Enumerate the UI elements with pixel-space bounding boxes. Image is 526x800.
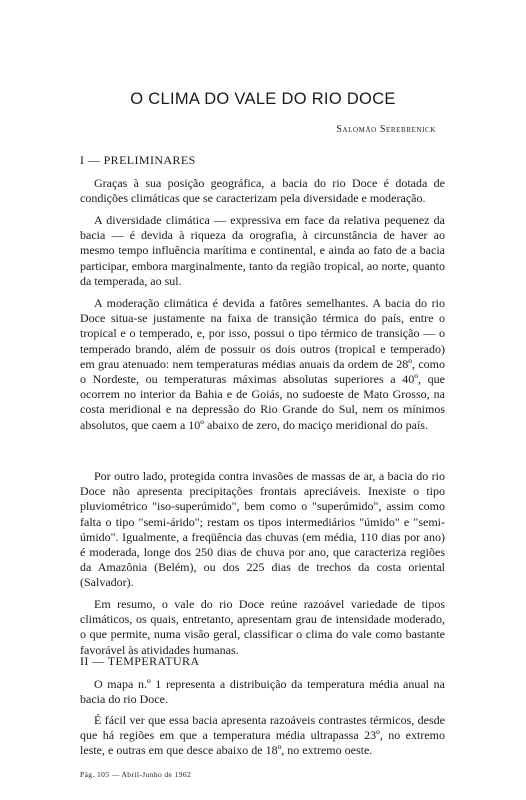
paragraph: O mapa n.º 1 representa a distribuição da temperatura média anual na bacia do rio Doce.	[80, 677, 445, 707]
paragraph: Por outro lado, protegida contra invasões de massas de ar, a bacia do rio Doce não apresenta precipitações frontais apreciáveis. Inexiste o tipo pluviométrico "iso-superúmido", bem como o "superúmido", assim como falta o tipo "semi-árido"; restam os tipos intermediários "úmido" e "semi-úmido". Igualmente, a freqüência das chuvas (em média, 110 dias por ano) é moderada, longe dos 250 dias de chuva por ano, que caracteriza regiões da Amazônia (Belém), ou dos 225 dias de trechos da costa oriental (Salvador).	[80, 469, 445, 590]
paragraph: É fácil ver que essa bacia apresenta razoáveis contrastes térmicos, desde que há regiões em que a temperatura média ultrapassa 23º, no extremo leste, e outras em que desce abaixo de 18º, no extremo oeste.	[80, 713, 445, 758]
paragraph: A diversidade climática — expressiva em face da relativa pequenez da bacia — é devida à riqueza da orografia, à circunstância de haver ao mesmo tempo influência marítima e continental, e ainda ao fato de a bacia participar, embora marginalmente, tanto da região tropical, ao norte, quanto da temperada, ao sul.	[80, 213, 445, 288]
page-footer: Pág. 105 — Abril-Junho de 1962	[80, 770, 192, 779]
article-title: O CLIMA DO VALE DO RIO DOCE	[130, 90, 396, 108]
author-name: Salomão Serebrenick	[336, 124, 436, 135]
paragraph: Graças à sua posição geográfica, a bacia do rio Doce é dotada de condições climáticas que se caracterizam pela diversidade e moderação.	[80, 176, 445, 206]
section-heading-preliminares: I — PRELIMINARES	[80, 153, 196, 167]
paragraph: Em resumo, o vale do rio Doce reúne razoável variedade de tipos climáticos, os quais, entretanto, apresentam grau de intensidade moderado, o que permite, numa visão geral, classificar o clima do vale como bastante favorável às atividades humanas.	[80, 597, 445, 657]
paragraph: A moderação climática é devida a fatôres semelhantes. A bacia do rio Doce situa-se justamente na faixa de transição térmica do país, entre o tropical e o temperado, e, por isso, possui o tipo térmico de transição — o temperado brando, além de possuir os dois outros (tropical e temperado) em grau atenuado: nem temperaturas médias anuais da ordem de 28º, como o Nordeste, ou temperaturas máximas absolutas superiores a 40º, que ocorrem no interior da Bahia e de Goiás, no sudoeste de Mato Grosso, na costa meridional e na depressão do Rio Grande do Sul, nem os mínimos absolutos, que caem a 10º abaixo de zero, do maciço meridional do país.	[80, 296, 445, 432]
section-heading-temperatura: II — TEMPERATURA	[80, 654, 200, 668]
